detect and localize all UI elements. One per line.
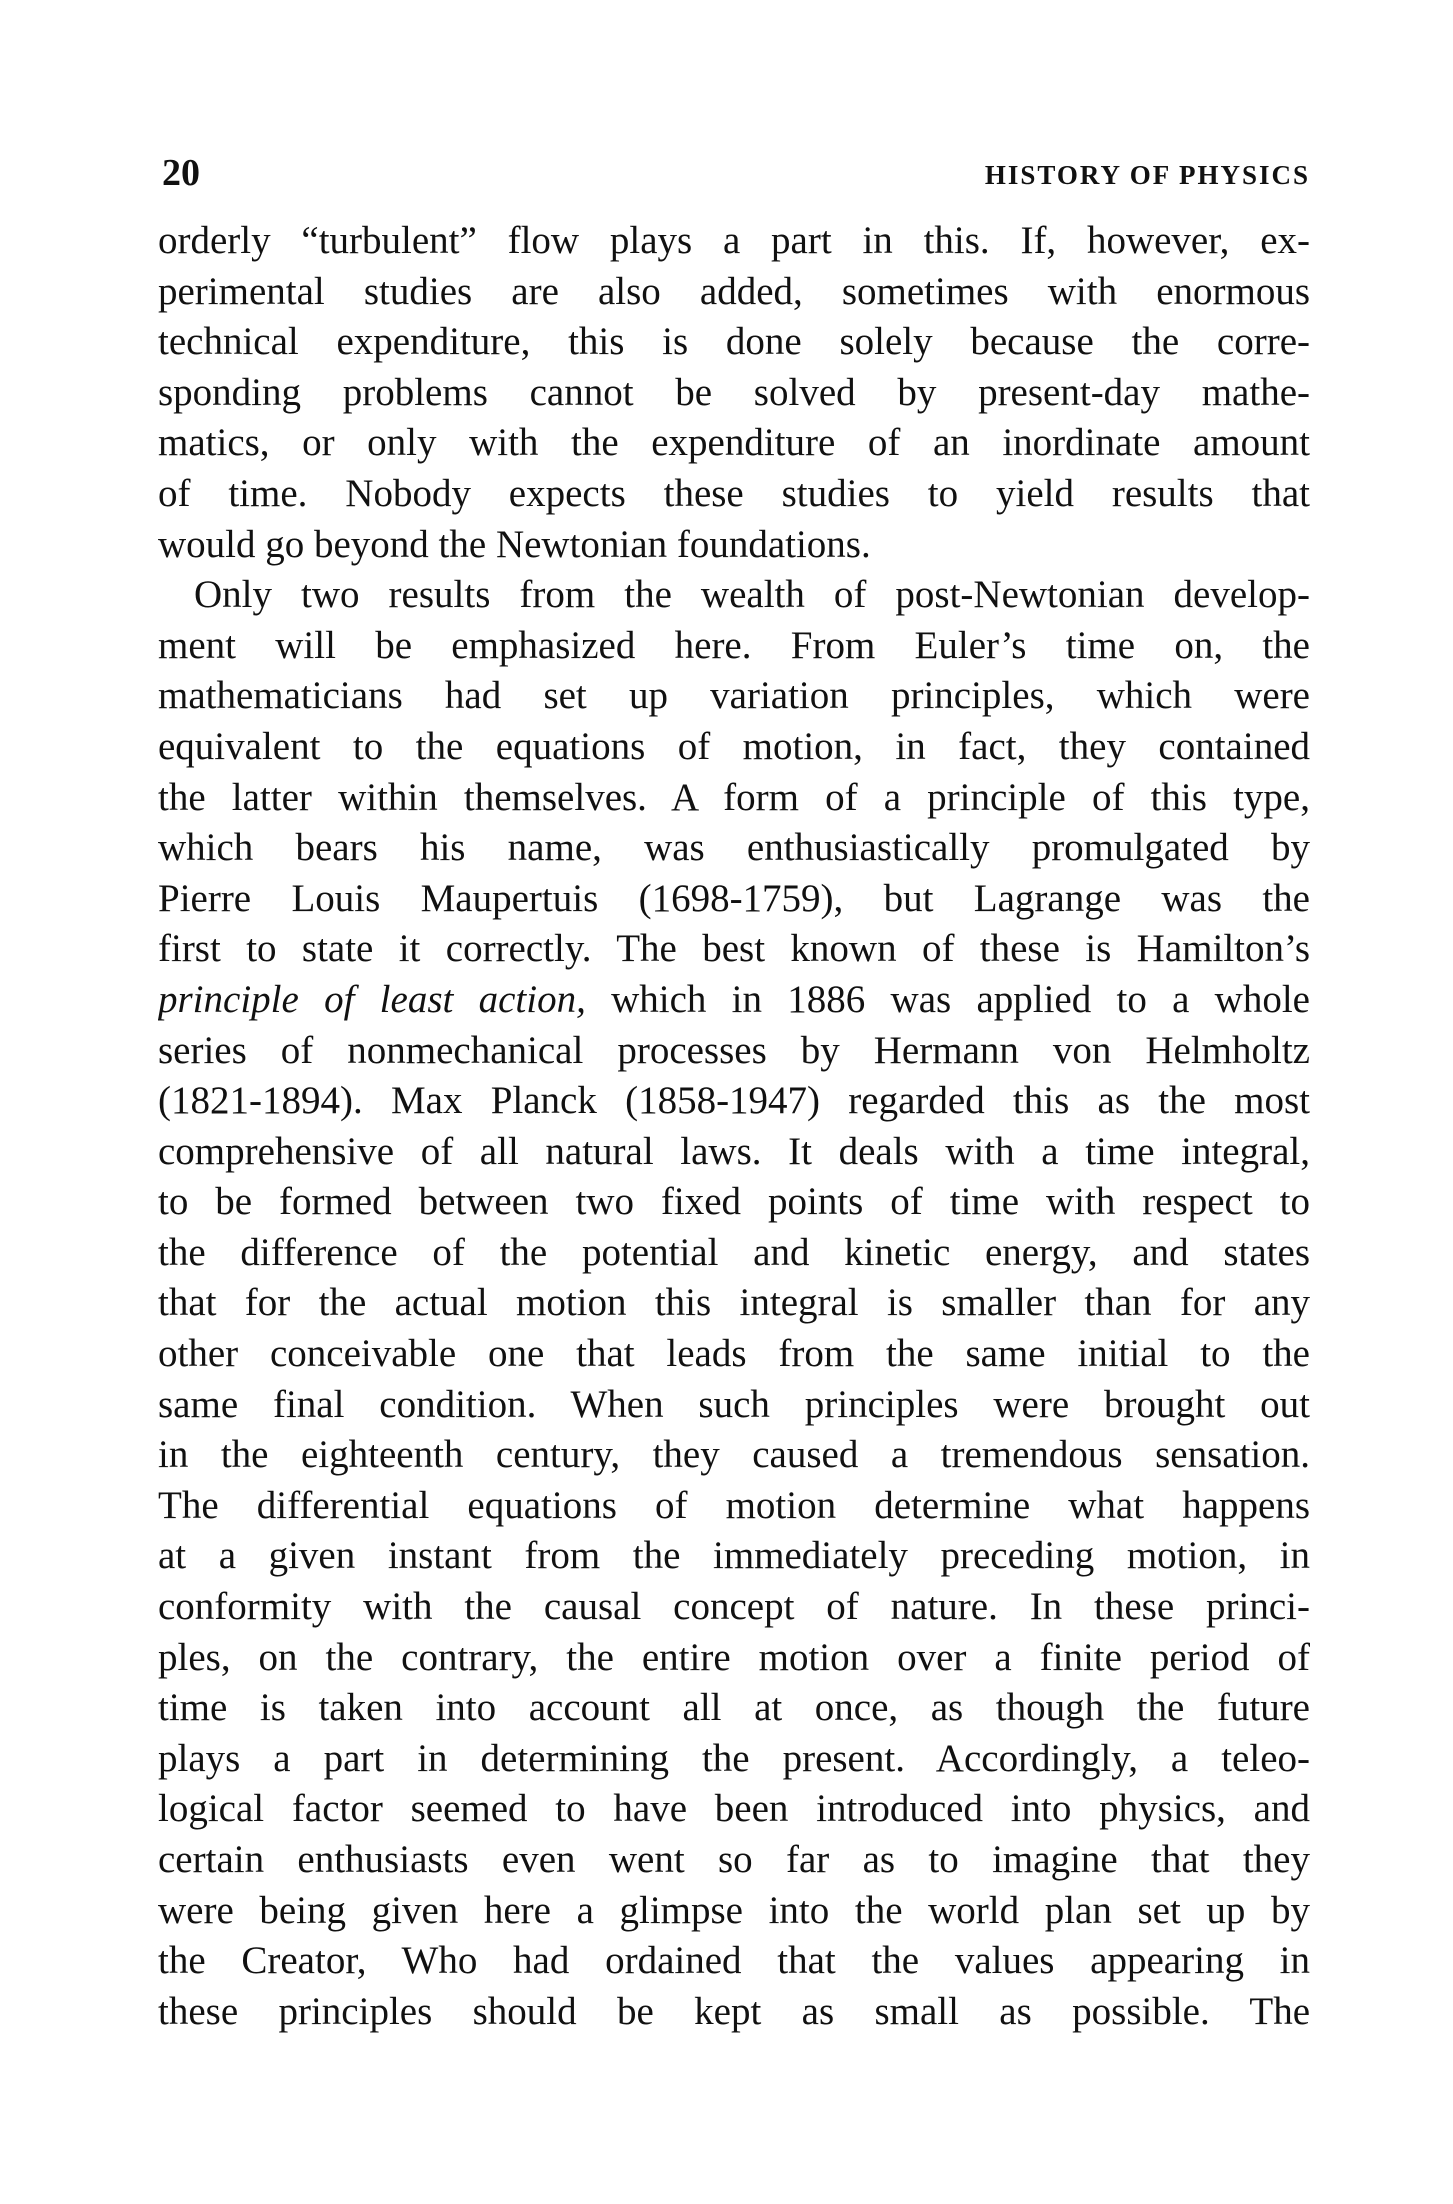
text-line: would go beyond the Newtonian foundations. [158,522,871,566]
page-number: 20 [162,152,200,194]
text-line: equivalent to the equations of motion, in fact, they contained [158,724,1310,768]
text-line: conformity with the causal concept of nature. In these princi- [158,1585,1310,1629]
text-line: were being given here a glimpse into the world plan set up by [158,1888,1310,1932]
text-line: other conceivable one that leads from the same initial to the [158,1332,1310,1376]
body-text [158,216,1310,2037]
text-line: these principles should be kept as small as possible. The [158,1989,1310,2033]
text-line: at a given instant from the immediately preceding motion, in [158,1534,1310,1578]
text-line: matics, or only with the expenditure of an inordinate amount [158,421,1310,465]
text-line: in the eighteenth century, they caused a tremendous sensation. [158,1433,1310,1477]
text-line: mathematicians had set up variation principles, which were [158,674,1310,718]
text-line: orderly “turbulent” flow plays a part in this. If, however, ex- [158,219,1310,262]
text-line: The differential equations of motion determine what happens [158,1483,1310,1527]
text-line: the Creator, Who had ordained that the values appearing in [158,1939,1310,1983]
text-line: technical expenditure, this is done solely because the corre- [158,320,1310,364]
text-line: plays a part in determining the present. Accordingly, a teleo- [158,1736,1310,1780]
text-line: of time. Nobody expects these studies to yield results that [158,471,1310,515]
text-line-rest: which in 1886 was applied to a whole [611,977,1310,1021]
text-line-with-italic [158,975,1310,1026]
text-line: certain enthusiasts even went so far as to imagine that they [158,1838,1310,1881]
text-line: first to state it correctly. The best known of these is Hamilton’s [158,927,1310,971]
italic-term: principle of least action, [158,977,586,1021]
text-line: logical factor seemed to have been introduced into physics, and [158,1787,1310,1831]
text-line: ment will be emphasized here. From Euler’s time on, the [158,623,1310,667]
text-line: sponding problems cannot be solved by present-day mathe- [158,370,1310,414]
text-line: same final condition. When such principles were brought out [158,1382,1310,1426]
running-head [162,148,1310,198]
text-line: that for the actual motion this integral is smaller than for any [158,1281,1310,1325]
text-line: comprehensive of all natural laws. It deals with a time integral, [158,1129,1310,1173]
text-line: series of nonmechanical processes by Hermann von Helmholtz [158,1028,1310,1072]
text-line: time is taken into account all at once, as though the future [158,1686,1310,1730]
text-line: (1821-1894). Max Planck (1858-1947) regarded this as the most [158,1079,1310,1123]
text-line: the latter within themselves. A form of a principle of this type, [158,775,1310,819]
text-line: perimental studies are also added, sometimes with enormous [158,269,1310,313]
text-line: Pierre Louis Maupertuis (1698-1759), but Lagrange was the [158,876,1310,920]
text-line: Only two results from the wealth of post-Newtonian develop- [194,573,1310,617]
text-line: ples, on the contrary, the entire motion over a finite period of [158,1635,1310,1679]
text-line: which bears his name, was enthusiastically promulgated by [158,826,1310,870]
text-line: the difference of the potential and kinetic energy, and states [158,1230,1310,1274]
text-line: to be formed between two fixed points of time with respect to [158,1180,1310,1224]
running-title: HISTORY OF PHYSICS [984,160,1310,190]
